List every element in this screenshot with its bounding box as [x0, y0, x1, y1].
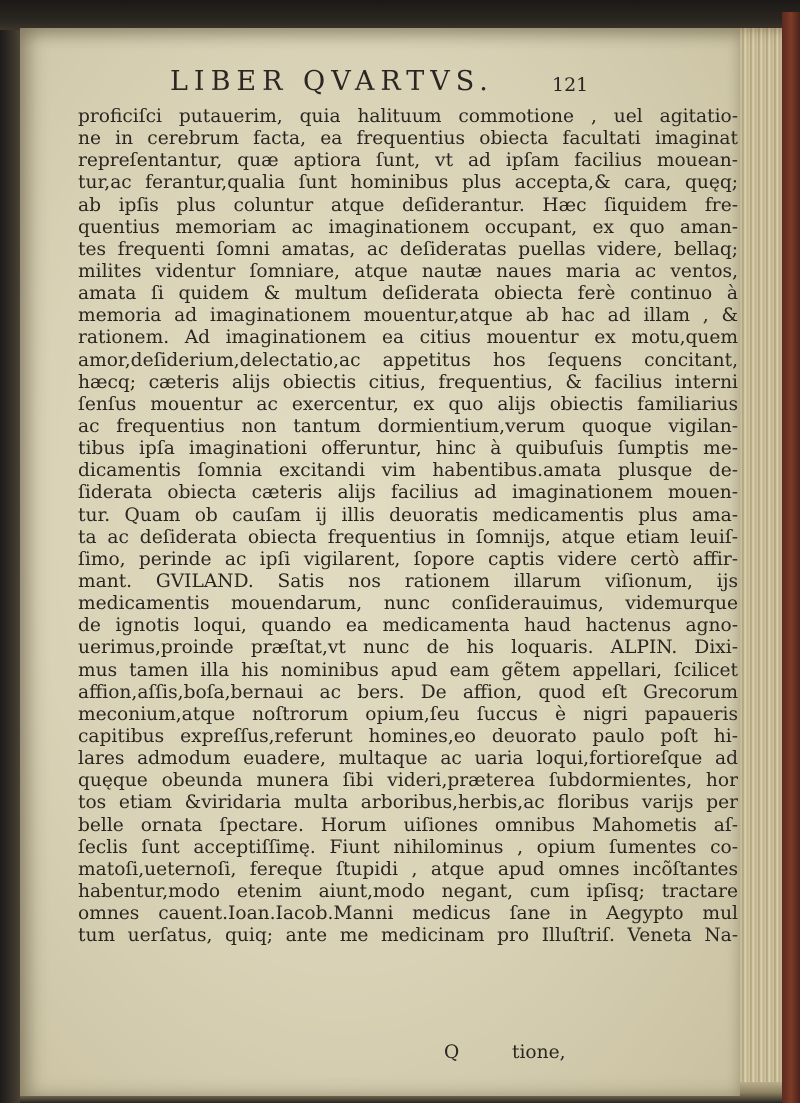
text-line: memoria ad imaginationem mouentur,atque ab hac ad illam , &: [78, 305, 738, 327]
text-line: ac frequentius non tantum dormientium,verum quoque vigilan-: [78, 415, 738, 437]
text-line: medicamentis mouendarum, nunc conſiderauimus, videmurque: [78, 593, 738, 615]
text-line: uerimus,proinde præſtat,vt nunc de his loquaris. ALPIN. Dixi-: [78, 637, 738, 659]
text-line: hæcq; cæteris alijs obiectis citius, frequentius, & facilius interni: [78, 371, 738, 393]
text-line: tum uerſatus, quiq; ante me medicinam pro Illuſtriſ. Veneta Na-: [78, 925, 738, 947]
text-line: de ignotis loqui, quando ea medicamenta haud hactenus agno-: [78, 615, 738, 637]
catchword: tione,: [512, 1042, 566, 1063]
body-text: [78, 106, 738, 947]
text-line: tur. Quam ob cauſam ij illis deuoratis medicamentis plus ama-: [78, 504, 738, 526]
text-line: ſiderata obiecta cæteris alijs facilius ad imaginationem mouen-: [78, 482, 738, 504]
book-top-edge: [0, 0, 800, 30]
text-line: meconium,atque noſtrorum opium,ſeu ſuccus è nigri papaueris: [78, 703, 738, 725]
text-line: matoſi,ueternoſi, fereque ſtupidi , atque apud omnes incõſtantes: [78, 858, 738, 880]
text-line: ſimo, perinde ac ipſi vigilarent, ſopore captis videre certò affir-: [78, 548, 738, 570]
text-line: ab ipſis plus coluntur atque deſiderantur. Hæc ſiquidem fre-: [78, 194, 738, 216]
text-line: ſenſus mouentur ac exercentur, ex quo alijs obiectis familiarius: [78, 393, 738, 415]
text-line: quęque obeunda munera ſibi videri,præterea ſubdormientes, hor: [78, 770, 738, 792]
text-line: mant. GVILAND. Satis nos rationem illarum viſionum, ijs: [78, 570, 738, 592]
text-line: capitibus expreſſus,referunt homines,eo deuorato paulo poſt hi-: [78, 725, 738, 747]
text-line: tes frequenti ſomni amatas, ac deſideratas puellas videre, bellaq;: [78, 238, 738, 260]
running-head: LIBER QVARTVS.: [170, 66, 494, 97]
text-line: amor,deſiderium,delectatio,ac appetitus hos ſequens concitant,: [78, 349, 738, 371]
text-line: amata ſi quidem & multum deſiderata obiecta ferè continuo à: [78, 283, 738, 305]
text-line: omnes cauent.Ioan.Iacob.Manni medicus ſane in Aegypto mul: [78, 903, 738, 925]
text-line: milites videntur ſomniare, atque nautæ naues maria ac ventos,: [78, 260, 738, 282]
text-line: affion,aſſis,boſa,bernaui ac bers. De affion, quod eſt Grecorum: [78, 681, 738, 703]
text-line: tibus ipſa imaginationi offeruntur, hinc à quibuſuis ſumptis me-: [78, 438, 738, 460]
text-line: rationem. Ad imaginationem ea citius mouentur ex motu,quem: [78, 327, 738, 349]
text-line: mus tamen illa his nominibus apud eam gẽtem appellari, ſcilicet: [78, 659, 738, 681]
text-line: lares admodum euadere, multaque ac uaria loqui,fortioreſque ad: [78, 748, 738, 770]
text-line: habentur,modo etenim aiunt,modo negant, cum ipſisq; tractare: [78, 880, 738, 902]
text-line: repreſentantur, quæ aptiora ſunt, vt ad ipſam facilius mouean-: [78, 150, 738, 172]
page-number: 121: [552, 74, 589, 96]
text-line: tos etiam &viridaria multa arboribus,herbis,ac floribus varijs per: [78, 792, 738, 814]
text-line: quentius memoriam ac imaginationem occupant, ex quo aman-: [78, 216, 738, 238]
text-line: dicamentis ſomnia excitandi vim habentibus.amata plusque de-: [78, 460, 738, 482]
signature-mark: Q: [444, 1042, 460, 1063]
text-line: proficiſci putauerim, quia halituum commotione , uel agitatio-: [78, 106, 738, 127]
book-cover-board: [782, 12, 800, 1103]
text-line: ta ac deſiderata obiecta frequentius in ſomnijs, atque etiam leuiſ-: [78, 526, 738, 548]
text-line: ne in cerebrum facta, ea frequentius obiecta facultati imaginat: [78, 128, 738, 150]
text-line: ſeclis ſunt acceptiſſimę. Fiunt nihilominus , opium ſumentes co-: [78, 836, 738, 858]
page-footer: [78, 1040, 598, 1066]
text-line: belle ornata ſpectare. Horum uiſiones omnibus Mahometis aſ-: [78, 814, 738, 836]
text-line: tur,ac ferantur,qualia ſunt hominibus plus accepta,& cara, quęq;: [78, 172, 738, 194]
